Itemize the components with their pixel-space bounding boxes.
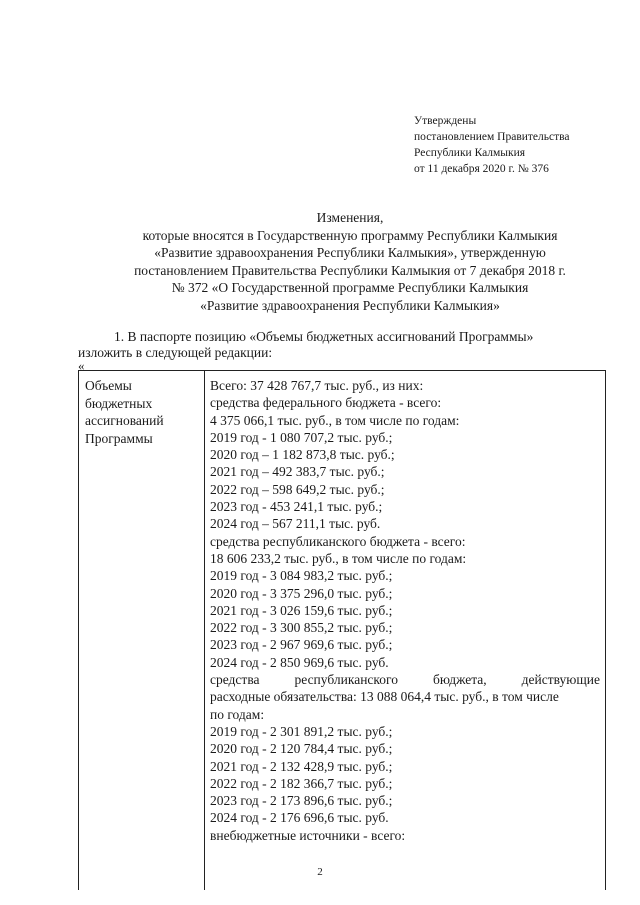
justified-word: действующие xyxy=(521,672,600,688)
title-line: № 372 «О Государственной программе Республики Калмыкия xyxy=(171,280,529,295)
approval-line: Республики Калмыкия xyxy=(414,147,526,159)
label-line: Объемы xyxy=(85,378,132,393)
value-line: средства республиканского бюджета - всего: xyxy=(210,533,466,549)
label-line: бюджетных xyxy=(85,395,153,411)
opening-quote: « xyxy=(78,358,85,373)
value-line: внебюджетные источники - всего: xyxy=(210,827,406,843)
value-line: 2021 год - 2 132 428,9 тыс. руб.; xyxy=(210,758,393,774)
value-line: 2024 год – 567 211,1 тыс. руб. xyxy=(210,516,381,532)
approval-line: Утверждены xyxy=(414,115,477,127)
approval-line: постановлением Правительства xyxy=(414,131,570,143)
value-line: по годам: xyxy=(210,706,265,722)
justified-word: республиканского xyxy=(294,672,398,688)
label-line: Программы xyxy=(85,430,153,446)
title-line: «Развитие здравоохранения Республики Калмыкия», утвержденную xyxy=(154,245,546,260)
value-line: 2022 год - 2 182 366,7 тыс. руб.; xyxy=(210,775,393,791)
title-line: Изменения, xyxy=(316,210,384,225)
value-line: 2023 год - 2 967 969,6 тыс. руб.; xyxy=(210,637,393,653)
value-line: 4 375 066,1 тыс. руб., в том числе по годам: xyxy=(210,412,460,428)
value-line: 18 606 233,2 тыс. руб., в том числе по годам: xyxy=(210,550,467,566)
value-line: 2020 год - 2 120 784,4 тыс. руб.; xyxy=(210,741,393,757)
table-label-cell xyxy=(85,377,200,447)
value-line: расходные обязательства: 13 088 064,4 тыс. руб., в том числе xyxy=(210,689,559,705)
title-line: постановлением Правительства Республики Калмыкия от 7 декабря 2018 г. xyxy=(134,262,566,278)
paragraph-line: 1. В паспорте позицию «Объемы бюджетных ассигнований Программы» xyxy=(114,329,534,344)
value-line: средства федерального бюджета - всего: xyxy=(210,395,442,411)
column-divider xyxy=(204,371,205,890)
paragraph-line: изложить в следующей редакции: xyxy=(78,345,273,360)
value-line: 2019 год - 3 084 983,2 тыс. руб.; xyxy=(210,568,393,584)
value-line: 2024 год - 2 850 969,6 тыс. руб. xyxy=(210,654,389,670)
value-line: 2024 год - 2 176 696,6 тыс. руб. xyxy=(210,810,389,826)
document-title xyxy=(80,209,620,314)
value-line: 2021 год – 492 383,7 тыс. руб.; xyxy=(210,464,385,480)
label-line: ассигнований xyxy=(85,413,164,428)
value-line: 2019 год - 2 301 891,2 тыс. руб.; xyxy=(210,723,393,739)
approval-line: от 11 декабря 2020 г. № 376 xyxy=(414,163,549,175)
justified-word: бюджета, xyxy=(432,672,487,688)
table-value-cell xyxy=(210,377,600,844)
value-line: 2021 год - 3 026 159,6 тыс. руб.; xyxy=(210,602,393,618)
budget-table xyxy=(78,370,606,890)
value-line: 2022 год - 3 300 855,2 тыс. руб.; xyxy=(210,620,393,636)
page-number: 2 xyxy=(317,866,323,878)
value-line: 2022 год – 598 649,2 тыс. руб.; xyxy=(210,481,385,497)
value-line: 2019 год - 1 080 707,2 тыс. руб.; xyxy=(210,429,393,445)
title-line: «Развитие здравоохранения Республики Калмыкия» xyxy=(200,297,500,313)
justified-word: средства xyxy=(210,672,260,688)
title-line: которые вносятся в Государственную программу Республики Калмыкия xyxy=(142,227,558,243)
value-line: 2020 год - 3 375 296,0 тыс. руб.; xyxy=(210,585,393,601)
value-line: Всего: 37 428 767,7 тыс. руб., из них: xyxy=(210,378,424,393)
approval-stamp xyxy=(414,113,614,177)
amendment-paragraph xyxy=(78,329,618,361)
value-line: 2023 год - 2 173 896,6 тыс. руб.; xyxy=(210,793,393,809)
value-line: 2023 год - 453 241,1 тыс. руб.; xyxy=(210,499,383,515)
justified-line xyxy=(210,671,600,688)
value-line: 2020 год – 1 182 873,8 тыс. руб.; xyxy=(210,447,395,463)
